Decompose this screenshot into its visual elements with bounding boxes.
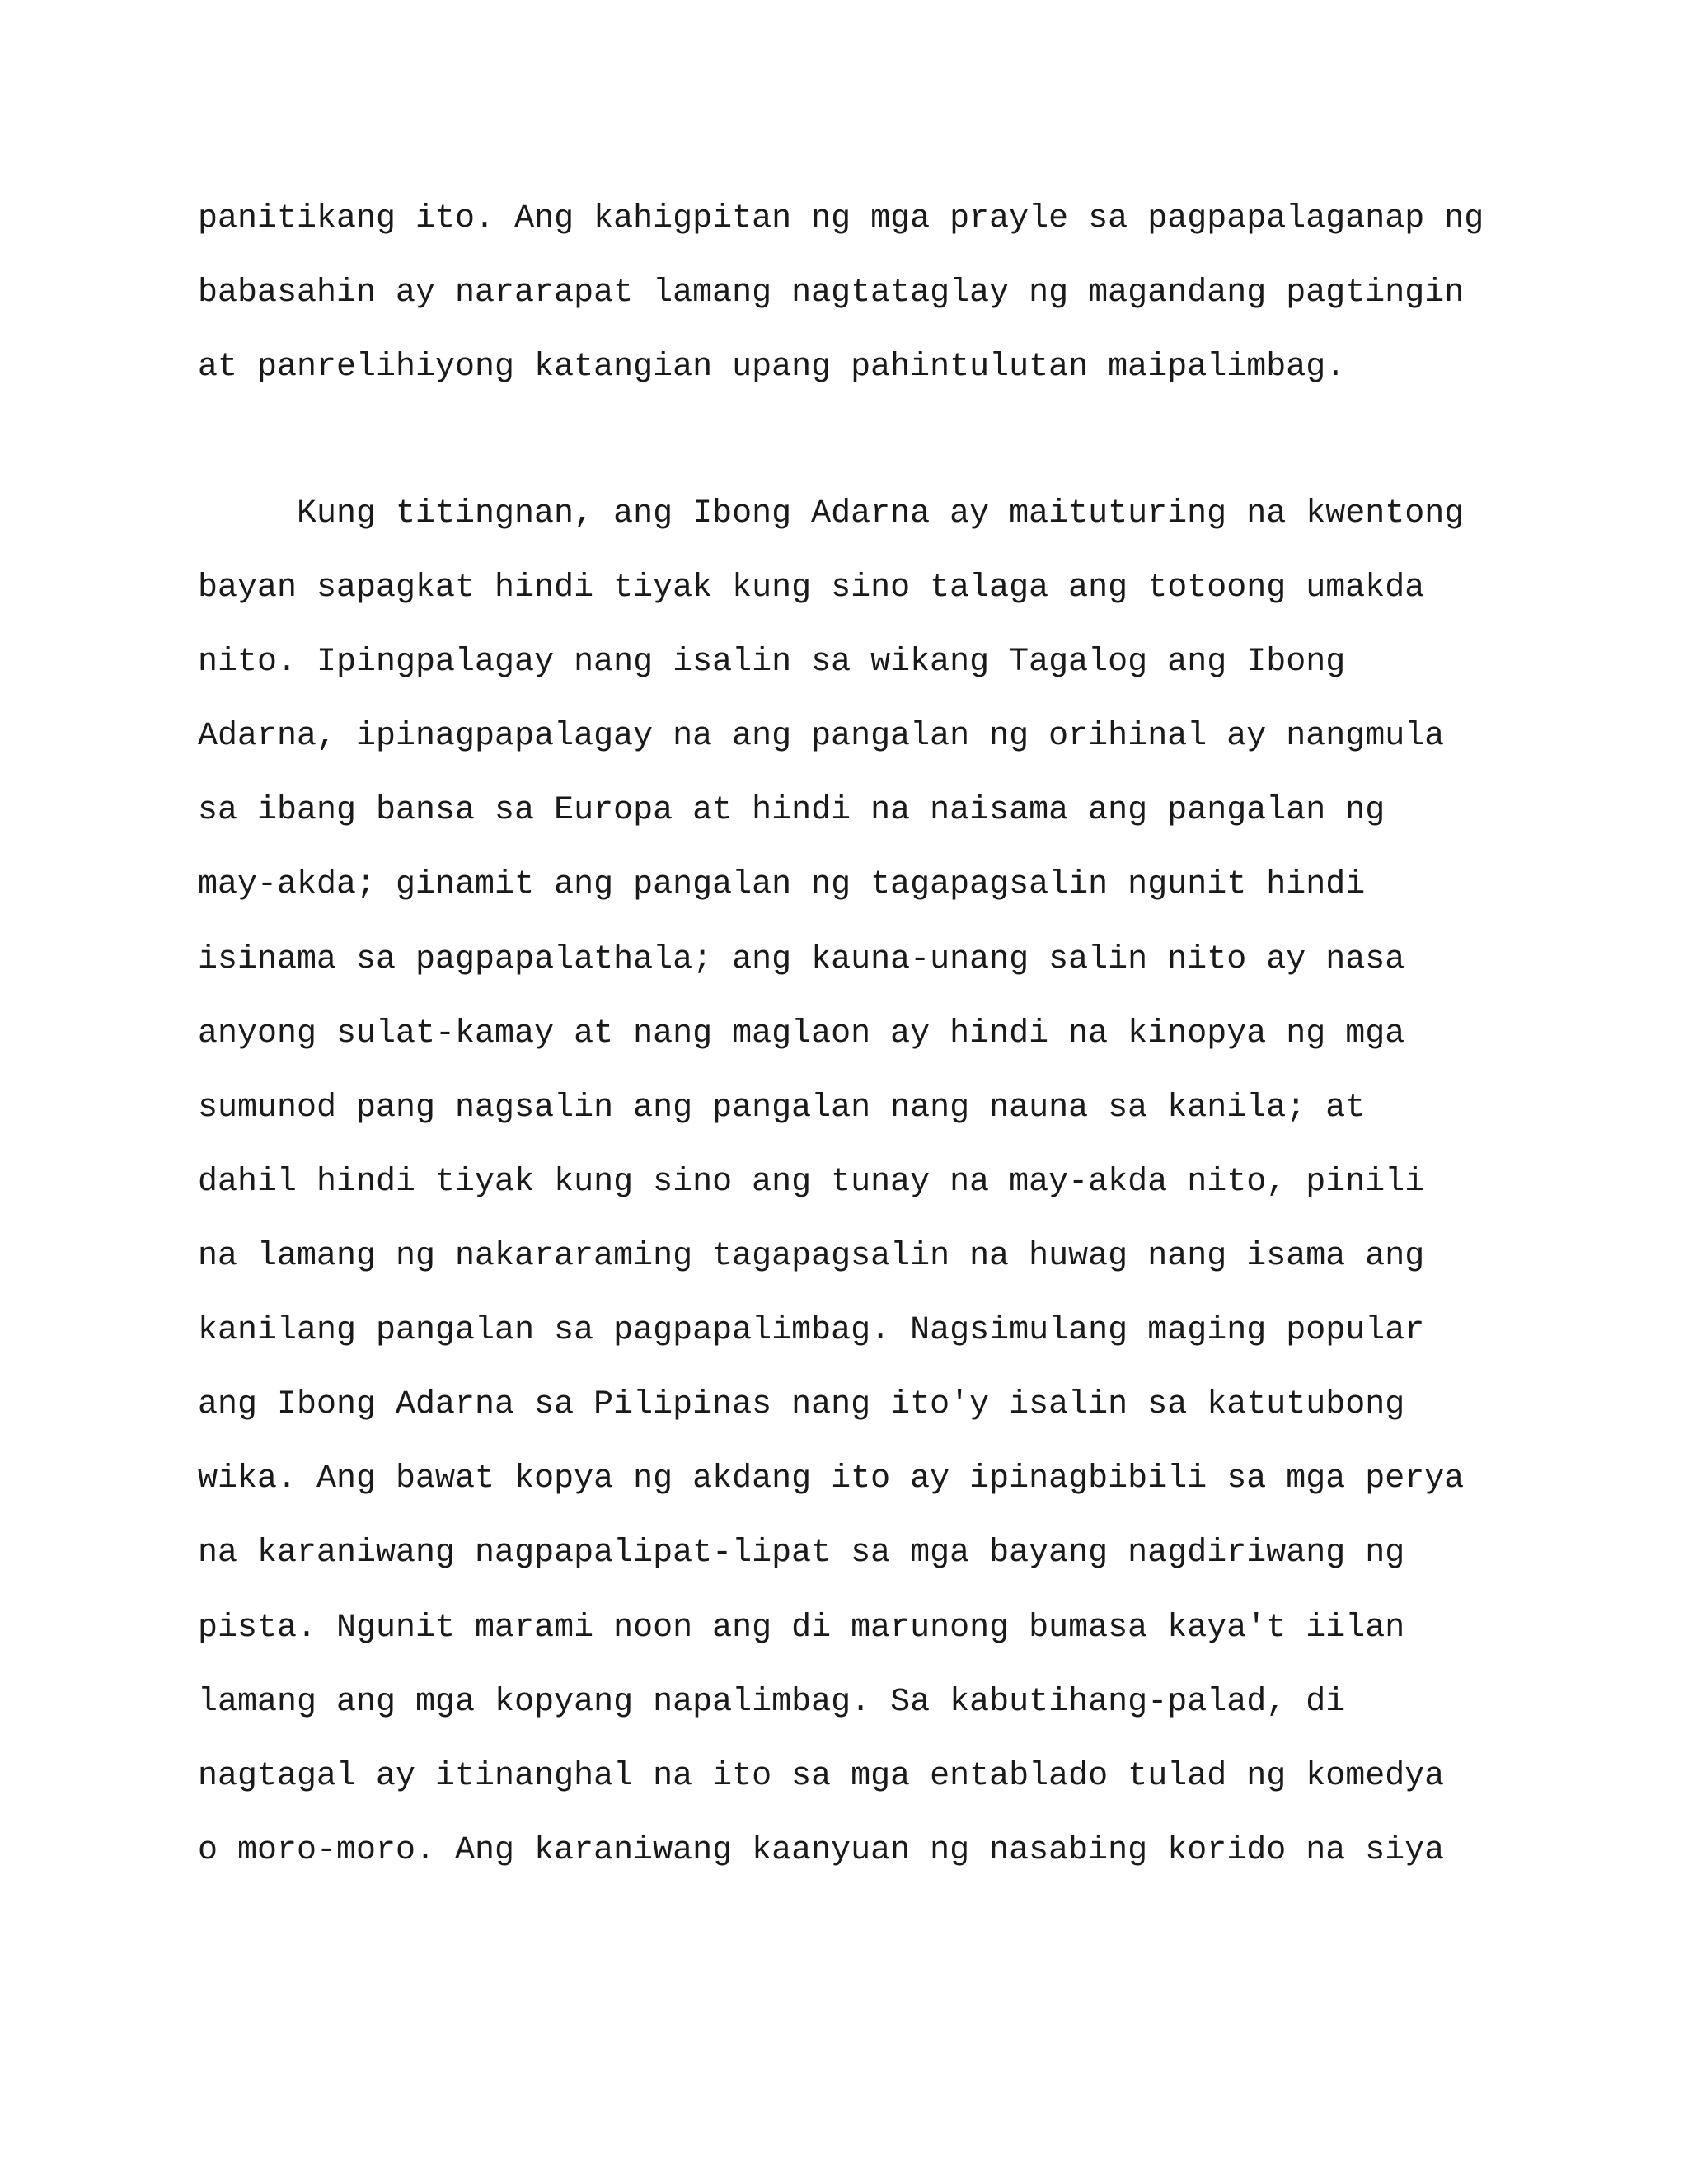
text-line: may-akda; ginamit ang pangalan ng tagapagsalin ngunit hindi bbox=[198, 866, 1366, 903]
text-line: dahil hindi tiyak kung sino ang tunay na may-akda nito, pinili bbox=[198, 1164, 1425, 1201]
text-line: at panrelihiyong katangian upang pahintulutan maipalimbag. bbox=[198, 349, 1346, 386]
text-line: babasahin ay nararapat lamang nagtataglay ng magandang pagtingin bbox=[198, 274, 1465, 312]
text-line: nito. Ipingpalagay nang isalin sa wikang Tagalog ang Ibong bbox=[198, 644, 1346, 681]
text-line: na karaniwang nagpapalipat-lipat sa mga bayang nagdiriwang ng bbox=[198, 1535, 1405, 1572]
text-line: wika. Ang bawat kopya ng akdang ito ay ipinagbibili sa mga perya bbox=[198, 1460, 1465, 1497]
text-line: panitikang ito. Ang kahigpitan ng mga prayle sa pagpapalaganap ng bbox=[198, 200, 1484, 237]
text-line: Kung titingnan, ang Ibong Adarna ay maituturing na kwentong bbox=[297, 495, 1465, 532]
text-line: sa ibang bansa sa Europa at hindi na naisama ang pangalan ng bbox=[198, 792, 1386, 829]
text-line: kanilang pangalan sa pagpapalimbag. Nagsimulang maging popular bbox=[198, 1312, 1425, 1349]
text-line: isinama sa pagpapalathala; ang kauna-unang salin nito ay nasa bbox=[198, 941, 1405, 978]
text-line: na lamang ng nakararaming tagapagsalin na huwag nang isama ang bbox=[198, 1238, 1425, 1275]
text-line: bayan sapagkat hindi tiyak kung sino talaga ang totoong umakda bbox=[198, 569, 1425, 607]
text-line: anyong sulat-kamay at nang maglaon ay hindi na kinopya ng mga bbox=[198, 1015, 1405, 1052]
text-line: Adarna, ipinagpapalagay na ang pangalan ng orihinal ay nangmula bbox=[198, 718, 1445, 755]
text-line: pista. Ngunit marami noon ang di marunong bumasa kaya't iilan bbox=[198, 1610, 1405, 1647]
text-line: o moro-moro. Ang karaniwang kaanyuan ng nasabing korido na siya bbox=[198, 1832, 1445, 1869]
text-line: ang Ibong Adarna sa Pilipinas nang ito'y isalin sa katutubong bbox=[198, 1386, 1405, 1423]
text-line: sumunod pang nagsalin ang pangalan nang nauna sa kanila; at bbox=[198, 1090, 1366, 1127]
text-line: nagtagal ay itinanghal na ito sa mga entablado tulad ng komedya bbox=[198, 1758, 1445, 1795]
text-line: lamang ang mga kopyang napalimbag. Sa kabutihang-palad, di bbox=[198, 1684, 1346, 1721]
